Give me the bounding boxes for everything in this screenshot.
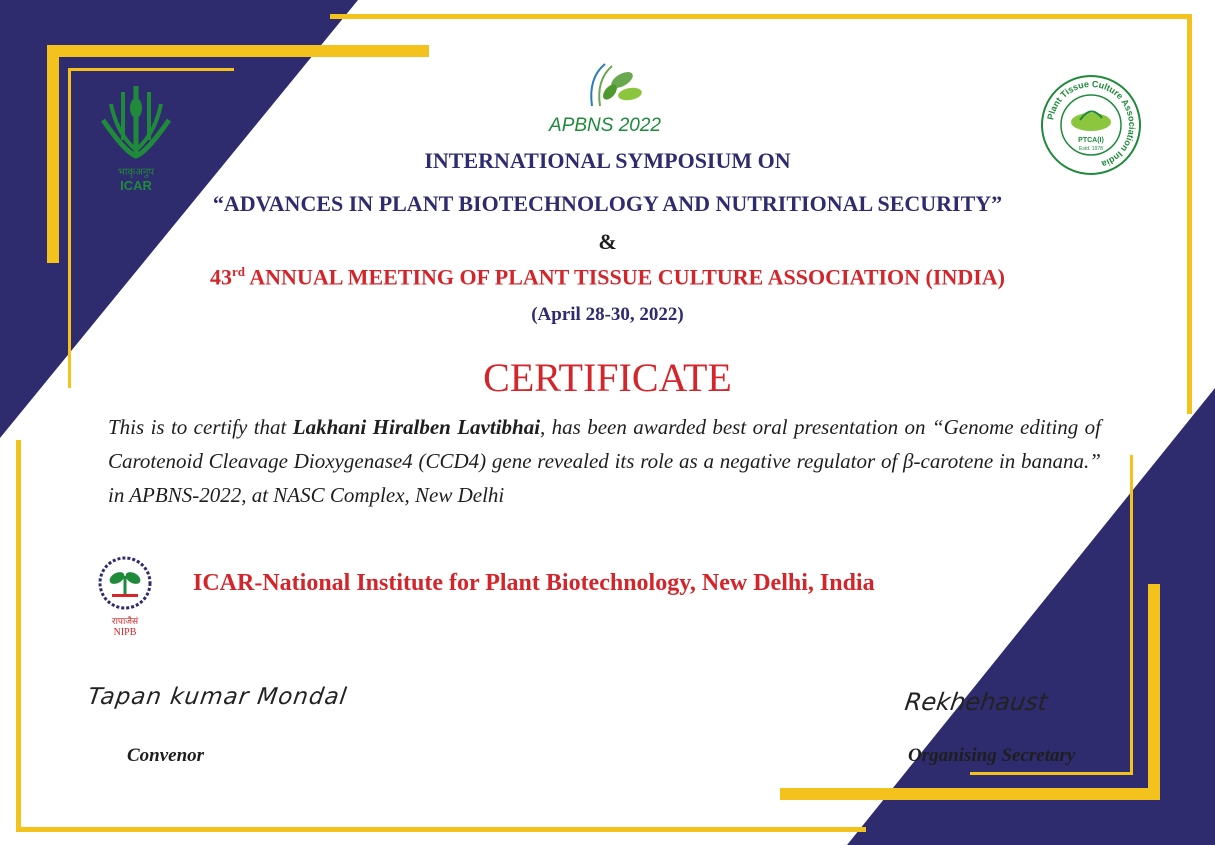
meeting-name: ANNUAL MEETING OF PLANT TISSUE CULTURE ASSOCIATION (INDIA) bbox=[245, 264, 1005, 290]
gold-thin-top bbox=[68, 68, 234, 71]
leaf-dna-icon bbox=[530, 58, 680, 110]
gold-top-line bbox=[330, 14, 1192, 19]
gold-bottom-line bbox=[16, 827, 866, 832]
meeting-number: 43 bbox=[210, 264, 232, 290]
annual-meeting-title bbox=[0, 264, 1215, 290]
svg-text:PTCA(I): PTCA(I) bbox=[1078, 137, 1104, 144]
nipb-hindi-label: रापाजैसं bbox=[111, 617, 139, 627]
body-text: , has been awarded best oral presentation on “Genome editing of Carotenoid Cleavage Dioxygenase4 (CCD4) gene revealed its role as a negative regulator of β-carotene in banana.” in APBNS-2022, at NASC Complex, New Delhi bbox=[108, 415, 1102, 507]
institute-name: ICAR-National Institute for Plant Biotechnology, New Delhi, India bbox=[193, 570, 875, 596]
symposium-title: INTERNATIONAL SYMPOSIUM ON bbox=[424, 148, 791, 173]
secretary-signature: Rekhehaust bbox=[903, 688, 1050, 716]
nipb-emblem-icon bbox=[92, 554, 158, 612]
convenor-role: Convenor bbox=[127, 745, 205, 766]
svg-text:Plant Tissue Culture Associati: Plant Tissue Culture Association India bbox=[1045, 78, 1138, 170]
body-intro: This is to certify that bbox=[108, 415, 293, 439]
icar-hindi-label: भाकृअनुप bbox=[117, 167, 155, 178]
ampersand: & bbox=[598, 229, 617, 254]
gold-accent-top bbox=[47, 45, 429, 57]
gold-left-line bbox=[16, 440, 21, 832]
nipb-label: NIPB bbox=[113, 627, 137, 638]
gold-thin-bottom bbox=[970, 772, 1132, 775]
certificate-title: CERTIFICATE bbox=[483, 355, 732, 400]
symposium-theme: “ADVANCES IN PLANT BIOTECHNOLOGY AND NUTRITIONAL SECURITY” bbox=[212, 191, 1003, 216]
gold-thin-right bbox=[1130, 455, 1133, 775]
convenor-signature: Tapan kumar Mondal bbox=[86, 684, 349, 710]
gold-accent-right bbox=[1148, 584, 1160, 800]
meeting-suffix: rd bbox=[232, 264, 245, 279]
svg-text:Estd. 1978: Estd. 1978 bbox=[1079, 146, 1103, 152]
apbns-logo bbox=[530, 58, 680, 136]
certificate-body bbox=[108, 410, 1101, 512]
secretary-role: Organising Secretary bbox=[908, 745, 1076, 766]
gold-thin-left bbox=[68, 68, 71, 388]
icar-label: ICAR bbox=[120, 178, 152, 193]
event-dates: (April 28-30, 2022) bbox=[531, 304, 684, 325]
nipb-logo bbox=[92, 554, 158, 638]
apbns-label: APBNS 2022 bbox=[549, 115, 661, 136]
gold-accent-bottom bbox=[780, 788, 1160, 800]
recipient-name: Lakhani Hiralben Lavtibhai bbox=[292, 415, 541, 439]
